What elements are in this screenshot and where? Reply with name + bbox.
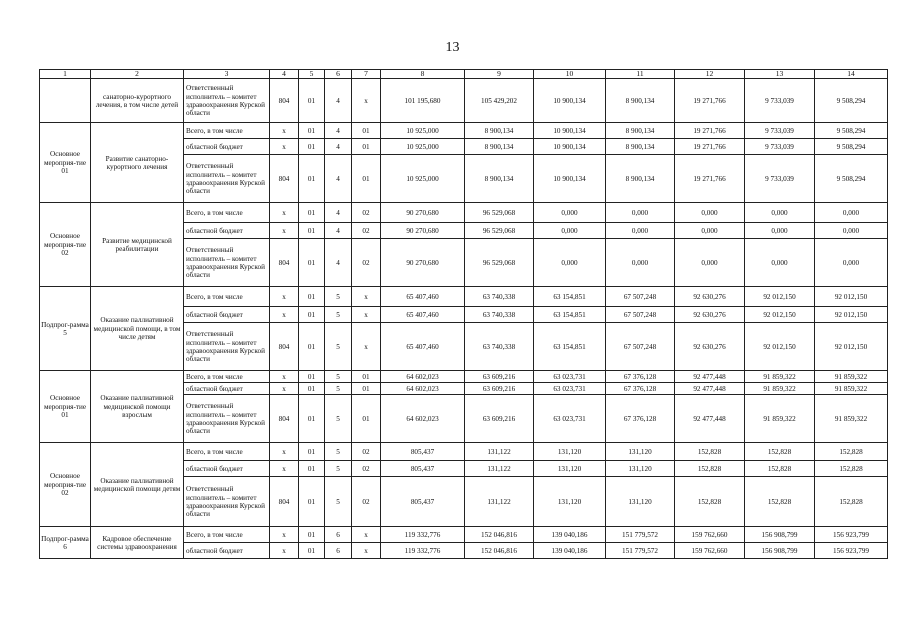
- source-cell: Ответственный исполнитель – комитет здравоохранения Курской области: [184, 239, 270, 287]
- code-cell: 02: [352, 203, 381, 223]
- code-cell: х: [270, 307, 299, 323]
- code-cell: х: [352, 543, 381, 559]
- value-cell: 0,000: [745, 203, 815, 223]
- value-cell: 152,828: [815, 477, 888, 527]
- code-cell: 5: [325, 461, 352, 477]
- page-number: 13: [445, 40, 460, 55]
- program-code-cell: Основное мероприя-тие 02: [40, 443, 91, 527]
- value-cell: 91 859,322: [815, 383, 888, 395]
- value-cell: 139 040,186: [534, 543, 606, 559]
- code-cell: 01: [299, 223, 325, 239]
- program-code-cell: Основное мероприя-тие 02: [40, 203, 91, 287]
- code-cell: 01: [299, 123, 325, 139]
- header-cell: 4: [270, 70, 299, 79]
- value-cell: 63 154,851: [534, 307, 606, 323]
- table-row: [40, 203, 888, 223]
- code-cell: 01: [299, 383, 325, 395]
- code-cell: 02: [352, 223, 381, 239]
- code-cell: х: [270, 461, 299, 477]
- value-cell: 0,000: [675, 239, 745, 287]
- source-cell: областной бюджет: [184, 307, 270, 323]
- value-cell: 131,122: [465, 443, 534, 461]
- code-cell: х: [270, 139, 299, 155]
- value-cell: 0,000: [606, 203, 675, 223]
- header-cell: 12: [675, 70, 745, 79]
- header-cell: 10: [534, 70, 606, 79]
- value-cell: 131,120: [606, 443, 675, 461]
- code-cell: 01: [299, 79, 325, 123]
- value-cell: 9 508,294: [815, 123, 888, 139]
- value-cell: 92 477,448: [675, 383, 745, 395]
- code-cell: 01: [299, 543, 325, 559]
- code-cell: 01: [352, 383, 381, 395]
- source-cell: областной бюджет: [184, 223, 270, 239]
- program-code-cell: Подпрог-рамма 5: [40, 287, 91, 371]
- value-cell: 0,000: [606, 239, 675, 287]
- value-cell: 152,828: [745, 443, 815, 461]
- header-cell: 7: [352, 70, 381, 79]
- value-cell: 92 630,276: [675, 323, 745, 371]
- value-cell: 9 508,294: [815, 139, 888, 155]
- value-cell: 151 779,572: [606, 527, 675, 543]
- value-cell: 152,828: [675, 477, 745, 527]
- value-cell: 131,120: [606, 477, 675, 527]
- header-cell: 1: [40, 70, 91, 79]
- value-cell: 65 407,460: [381, 307, 465, 323]
- code-cell: 02: [352, 443, 381, 461]
- source-cell: Ответственный исполнитель – комитет здравоохранения Курской области: [184, 477, 270, 527]
- value-cell: 152 046,816: [465, 543, 534, 559]
- value-cell: 92 012,150: [815, 307, 888, 323]
- value-cell: 10 900,134: [534, 79, 606, 123]
- code-cell: 804: [270, 155, 299, 203]
- value-cell: 151 779,572: [606, 543, 675, 559]
- code-cell: х: [352, 307, 381, 323]
- code-cell: х: [270, 371, 299, 383]
- value-cell: 9 508,294: [815, 79, 888, 123]
- value-cell: 105 429,202: [465, 79, 534, 123]
- value-cell: 805,437: [381, 443, 465, 461]
- value-cell: 9 733,039: [745, 123, 815, 139]
- value-cell: 119 332,776: [381, 543, 465, 559]
- value-cell: 0,000: [675, 203, 745, 223]
- code-cell: 01: [299, 239, 325, 287]
- value-cell: 92 012,150: [745, 307, 815, 323]
- code-cell: 5: [325, 307, 352, 323]
- header-cell: 9: [465, 70, 534, 79]
- value-cell: 8 900,134: [606, 139, 675, 155]
- value-cell: 131,120: [534, 461, 606, 477]
- value-cell: 63 609,216: [465, 383, 534, 395]
- value-cell: 8 900,134: [465, 155, 534, 203]
- value-cell: 19 271,766: [675, 139, 745, 155]
- code-cell: 01: [352, 155, 381, 203]
- table-row: [40, 123, 888, 139]
- code-cell: х: [270, 223, 299, 239]
- value-cell: 10 900,134: [534, 139, 606, 155]
- code-cell: 01: [299, 155, 325, 203]
- budget-table: [39, 69, 888, 559]
- code-cell: 01: [299, 371, 325, 383]
- program-name-cell: Оказание паллиативной медицинской помощи, в том числе детям: [91, 287, 184, 371]
- code-cell: 4: [325, 203, 352, 223]
- value-cell: 0,000: [675, 223, 745, 239]
- program-name-cell: Развитие санаторно-курортного лечения: [91, 123, 184, 203]
- program-code-cell: Подпрог-рамма 6: [40, 527, 91, 559]
- program-name-cell: Оказание паллиативной медицинской помощи взрослым: [91, 371, 184, 443]
- value-cell: 156 908,799: [745, 527, 815, 543]
- value-cell: 152,828: [815, 443, 888, 461]
- source-cell: областной бюджет: [184, 383, 270, 395]
- source-cell: Всего, в том числе: [184, 287, 270, 307]
- value-cell: 0,000: [815, 239, 888, 287]
- value-cell: 67 376,128: [606, 371, 675, 383]
- program-name-cell: Кадровое обеспечение системы здравоохранения: [91, 527, 184, 559]
- value-cell: 101 195,680: [381, 79, 465, 123]
- value-cell: 63 154,851: [534, 287, 606, 307]
- source-cell: областной бюджет: [184, 139, 270, 155]
- value-cell: 156 923,799: [815, 543, 888, 559]
- code-cell: 02: [352, 477, 381, 527]
- value-cell: 159 762,660: [675, 543, 745, 559]
- value-cell: 63 609,216: [465, 395, 534, 443]
- code-cell: 4: [325, 155, 352, 203]
- value-cell: 19 271,766: [675, 79, 745, 123]
- header-cell: 5: [299, 70, 325, 79]
- value-cell: 152,828: [745, 461, 815, 477]
- value-cell: 90 270,680: [381, 223, 465, 239]
- value-cell: 63 740,338: [465, 307, 534, 323]
- value-cell: 91 859,322: [815, 395, 888, 443]
- value-cell: 131,122: [465, 461, 534, 477]
- code-cell: х: [352, 79, 381, 123]
- value-cell: 92 012,150: [815, 287, 888, 307]
- source-cell: Всего, в том числе: [184, 443, 270, 461]
- code-cell: 5: [325, 371, 352, 383]
- value-cell: 90 270,680: [381, 239, 465, 287]
- code-cell: х: [270, 123, 299, 139]
- code-cell: 01: [299, 287, 325, 307]
- value-cell: 63 023,731: [534, 395, 606, 443]
- value-cell: 10 925,000: [381, 123, 465, 139]
- value-cell: 90 270,680: [381, 203, 465, 223]
- value-cell: 9 733,039: [745, 155, 815, 203]
- value-cell: 8 900,134: [606, 155, 675, 203]
- header-cell: 2: [91, 70, 184, 79]
- value-cell: 92 477,448: [675, 371, 745, 383]
- code-cell: 01: [352, 371, 381, 383]
- program-name-cell: Оказание паллиативной медицинской помощи детям: [91, 443, 184, 527]
- header-cell: 3: [184, 70, 270, 79]
- program-code-cell: Основное мероприя-тие 01: [40, 371, 91, 443]
- value-cell: 96 529,068: [465, 223, 534, 239]
- source-cell: Всего, в том числе: [184, 123, 270, 139]
- value-cell: 92 012,150: [815, 323, 888, 371]
- code-cell: 4: [325, 223, 352, 239]
- code-cell: 01: [299, 461, 325, 477]
- code-cell: 5: [325, 443, 352, 461]
- value-cell: 91 859,322: [745, 395, 815, 443]
- header-cell: 11: [606, 70, 675, 79]
- code-cell: 804: [270, 239, 299, 287]
- source-cell: Ответственный исполнитель – комитет здравоохранения Курской области: [184, 155, 270, 203]
- value-cell: 19 271,766: [675, 155, 745, 203]
- value-cell: 156 923,799: [815, 527, 888, 543]
- code-cell: 804: [270, 477, 299, 527]
- value-cell: 10 925,000: [381, 139, 465, 155]
- value-cell: 64 602,023: [381, 395, 465, 443]
- code-cell: х: [270, 383, 299, 395]
- value-cell: 156 908,799: [745, 543, 815, 559]
- value-cell: 67 376,128: [606, 383, 675, 395]
- value-cell: 152,828: [675, 461, 745, 477]
- value-cell: 91 859,322: [745, 383, 815, 395]
- value-cell: 805,437: [381, 477, 465, 527]
- code-cell: х: [270, 203, 299, 223]
- header-cell: 8: [381, 70, 465, 79]
- value-cell: 805,437: [381, 461, 465, 477]
- value-cell: 9 733,039: [745, 79, 815, 123]
- header-cell: 13: [745, 70, 815, 79]
- value-cell: 159 762,660: [675, 527, 745, 543]
- value-cell: 92 630,276: [675, 287, 745, 307]
- code-cell: 804: [270, 323, 299, 371]
- table-row: [40, 287, 888, 307]
- value-cell: 0,000: [815, 223, 888, 239]
- value-cell: 8 900,134: [465, 139, 534, 155]
- value-cell: 63 023,731: [534, 371, 606, 383]
- source-cell: Всего, в том числе: [184, 527, 270, 543]
- value-cell: 9 508,294: [815, 155, 888, 203]
- value-cell: 10 925,000: [381, 155, 465, 203]
- code-cell: 01: [299, 307, 325, 323]
- source-cell: Всего, в том числе: [184, 203, 270, 223]
- table-row: [40, 371, 888, 383]
- code-cell: 5: [325, 395, 352, 443]
- code-cell: 01: [299, 203, 325, 223]
- code-cell: 02: [352, 239, 381, 287]
- value-cell: 0,000: [745, 239, 815, 287]
- value-cell: 0,000: [606, 223, 675, 239]
- value-cell: 8 900,134: [606, 123, 675, 139]
- value-cell: 10 900,134: [534, 155, 606, 203]
- value-cell: 92 012,150: [745, 287, 815, 307]
- value-cell: 152,828: [815, 461, 888, 477]
- value-cell: 119 332,776: [381, 527, 465, 543]
- header-cell: 6: [325, 70, 352, 79]
- code-cell: 6: [325, 543, 352, 559]
- code-cell: 02: [352, 461, 381, 477]
- source-cell: областной бюджет: [184, 461, 270, 477]
- value-cell: 91 859,322: [815, 371, 888, 383]
- code-cell: 5: [325, 287, 352, 307]
- code-cell: 4: [325, 123, 352, 139]
- value-cell: 91 859,322: [745, 371, 815, 383]
- value-cell: 0,000: [534, 223, 606, 239]
- value-cell: 0,000: [534, 239, 606, 287]
- value-cell: 92 630,276: [675, 307, 745, 323]
- code-cell: х: [352, 287, 381, 307]
- value-cell: 131,120: [606, 461, 675, 477]
- value-cell: 0,000: [745, 223, 815, 239]
- code-cell: 01: [299, 395, 325, 443]
- code-cell: 01: [299, 323, 325, 371]
- code-cell: х: [270, 443, 299, 461]
- code-cell: 01: [352, 123, 381, 139]
- value-cell: 9 733,039: [745, 139, 815, 155]
- value-cell: 67 507,248: [606, 287, 675, 307]
- value-cell: 63 154,851: [534, 323, 606, 371]
- source-cell: Всего, в том числе: [184, 371, 270, 383]
- program-name-cell: Развитие медицинской реабилитации: [91, 203, 184, 287]
- value-cell: 96 529,068: [465, 239, 534, 287]
- code-cell: 4: [325, 79, 352, 123]
- source-cell: областной бюджет: [184, 543, 270, 559]
- value-cell: 8 900,134: [465, 123, 534, 139]
- value-cell: 152,828: [675, 443, 745, 461]
- value-cell: 67 507,248: [606, 307, 675, 323]
- value-cell: 19 271,766: [675, 123, 745, 139]
- code-cell: х: [352, 527, 381, 543]
- value-cell: 63 740,338: [465, 287, 534, 307]
- value-cell: 63 740,338: [465, 323, 534, 371]
- value-cell: 92 012,150: [745, 323, 815, 371]
- code-cell: 4: [325, 139, 352, 155]
- value-cell: 96 529,068: [465, 203, 534, 223]
- code-cell: 01: [299, 139, 325, 155]
- value-cell: 67 376,128: [606, 395, 675, 443]
- code-cell: 01: [299, 443, 325, 461]
- code-cell: х: [352, 323, 381, 371]
- value-cell: 64 602,023: [381, 383, 465, 395]
- table-row: [40, 527, 888, 543]
- code-cell: 01: [299, 477, 325, 527]
- value-cell: 63 609,216: [465, 371, 534, 383]
- code-cell: х: [270, 527, 299, 543]
- value-cell: 63 023,731: [534, 383, 606, 395]
- source-cell: Ответственный исполнитель – комитет здравоохранения Курской области: [184, 395, 270, 443]
- code-cell: 5: [325, 383, 352, 395]
- header-cell: 14: [815, 70, 888, 79]
- program-code-cell: [40, 79, 91, 123]
- value-cell: 92 477,448: [675, 395, 745, 443]
- code-cell: 6: [325, 527, 352, 543]
- value-cell: 10 900,134: [534, 123, 606, 139]
- value-cell: 152 046,816: [465, 527, 534, 543]
- code-cell: 804: [270, 79, 299, 123]
- code-cell: 5: [325, 323, 352, 371]
- code-cell: 804: [270, 395, 299, 443]
- value-cell: 67 507,248: [606, 323, 675, 371]
- value-cell: 131,120: [534, 477, 606, 527]
- source-cell: Ответственный исполнитель – комитет здравоохранения Курской области: [184, 323, 270, 371]
- table-row: [40, 79, 888, 123]
- value-cell: 131,120: [534, 443, 606, 461]
- code-cell: 01: [299, 527, 325, 543]
- program-name-cell: санаторно-курортного лечения, в том числе детей: [91, 79, 184, 123]
- value-cell: 65 407,460: [381, 287, 465, 307]
- value-cell: 0,000: [534, 203, 606, 223]
- header-row: [40, 70, 888, 79]
- code-cell: х: [270, 287, 299, 307]
- code-cell: х: [270, 543, 299, 559]
- code-cell: 5: [325, 477, 352, 527]
- value-cell: 131,122: [465, 477, 534, 527]
- value-cell: 65 407,460: [381, 323, 465, 371]
- program-code-cell: Основное мероприя-тие 01: [40, 123, 91, 203]
- value-cell: 64 602,023: [381, 371, 465, 383]
- code-cell: 01: [352, 139, 381, 155]
- code-cell: 01: [352, 395, 381, 443]
- value-cell: 152,828: [745, 477, 815, 527]
- source-cell: Ответственный исполнитель – комитет здравоохранения Курской области: [184, 79, 270, 123]
- value-cell: 139 040,186: [534, 527, 606, 543]
- table-row: [40, 443, 888, 461]
- value-cell: 0,000: [815, 203, 888, 223]
- code-cell: 4: [325, 239, 352, 287]
- value-cell: 8 900,134: [606, 79, 675, 123]
